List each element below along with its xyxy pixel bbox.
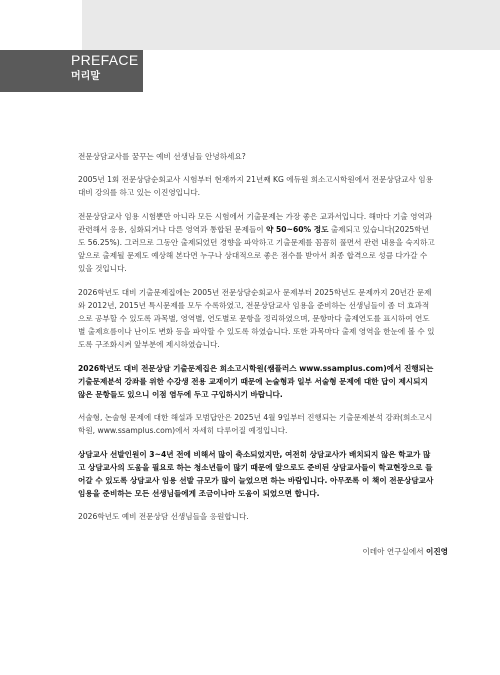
exam-trend-paragraph [78,210,436,276]
signature-prefix: 이데아 연구실에서 [362,547,426,556]
preface-body [78,150,436,534]
exam-trend-text-1: 전문상담교사 임용 시험뿐만 아니라 모든 시험에서 기출문제는 가장 좋은 교과서입니다. 해마다 기출 영역과 관련해서 응용, 심화되거나 다른 영역과 통합된 문제들이 [78,211,433,234]
wish-paragraph: 상담교사 선발인원이 3~4년 전에 비해서 많이 축소되었지만, 여전히 상담교사가 배치되지 않은 학교가 많고 상담교사의 도움을 필요로 하는 청소년들이 많기 때문에 앞으로도 준비된 상담교사들이 학교현장으로 들어갈 수 있도록 상담교사 임용 선발 규모가 많이 늘었으면 하는 바람입니다. 아무쪼록 이 책이 전문상담교사 임용을 준비하는 모든 선생님들에게 조금이나마 도움이 되었으면 합니다. [78,449,434,499]
greeting-paragraph: 전문상담교사를 꿈꾸는 예비 선생님들 안녕하세요? [78,152,246,161]
notice-paragraph: 2026학년도 대비 전문상담 기출문제집은 희소고시학원(쌤플러스 www.ssamplus.com)에서 진행되는 기출문제분석 강좌를 위한 수강생 전용 교재이기 때문에 논술형과 일부 서술형 문제에 대한 답이 제시되지 않은 문항들도 있으니 이점 염두에 두고 구입하시기 바랍니다. [78,363,434,400]
lecture-info-paragraph: 서술형, 논술형 문제에 대한 해설과 모범답안은 2025년 4월 9일부터 진행되는 기출문제분석 강좌(희소고시학원, www.ssamplus.com)에서 자세히 다루어질 예정입니다. [78,413,433,436]
exam-trend-text-2: 출제되고 있습니다(2025학년도 56.25%). 그러므로 그동안 출제되었던 경향을 파악하고 기출문제를 꼼꼼히 풀면서 관련 내용을 숙지하고 앞으로 출제될 문제도 예상해 본다면 누구나 상대적으로 좋은 점수를 받아서 최종 합격으로 성큼 다가갈 수 있을 것입니다. [78,224,435,274]
header-background-band [82,0,500,50]
preface-title-en: PREFACE [71,52,139,68]
closing-paragraph: 2026학년도 예비 전문상담 선생님들을 응원합니다. [78,512,249,522]
signature [362,546,448,557]
book-composition-paragraph: 2026학년도 대비 기출문제집에는 2005년 전문상담순회교사 문제부터 2025학년도 문제까지 20년간 문제와 2012년, 2015년 특시문제를 모두 수록하였고, 전문상담교사 임용을 준비하는 선생님들이 좀 더 효과적으로 공부할 수 있도록 과목별, 영역별, 연도별로 문항을 정리하였으며, 문항마다 출제연도를 표시하여 연도별 출제흐름이나 난이도 변화 등을 파악할 수 있도록 하였습니다. 또한 과목마다 출제 영역을 한눈에 볼 수 있도록 구조화시켜 앞부분에 제시하였습니다. [78,287,435,350]
intro-paragraph: 2005년 1회 전문상담순회교사 시험부터 현재까지 21년째 KG 에듀원 희소고시학원에서 전문상담교사 임용 대비 강의를 하고 있는 이진영입니다. [78,175,433,198]
exam-trend-highlight: 약 50~60% 정도 [266,224,329,234]
signature-name: 이진영 [425,547,448,556]
preface-title-ko: 머리말 [71,71,100,82]
